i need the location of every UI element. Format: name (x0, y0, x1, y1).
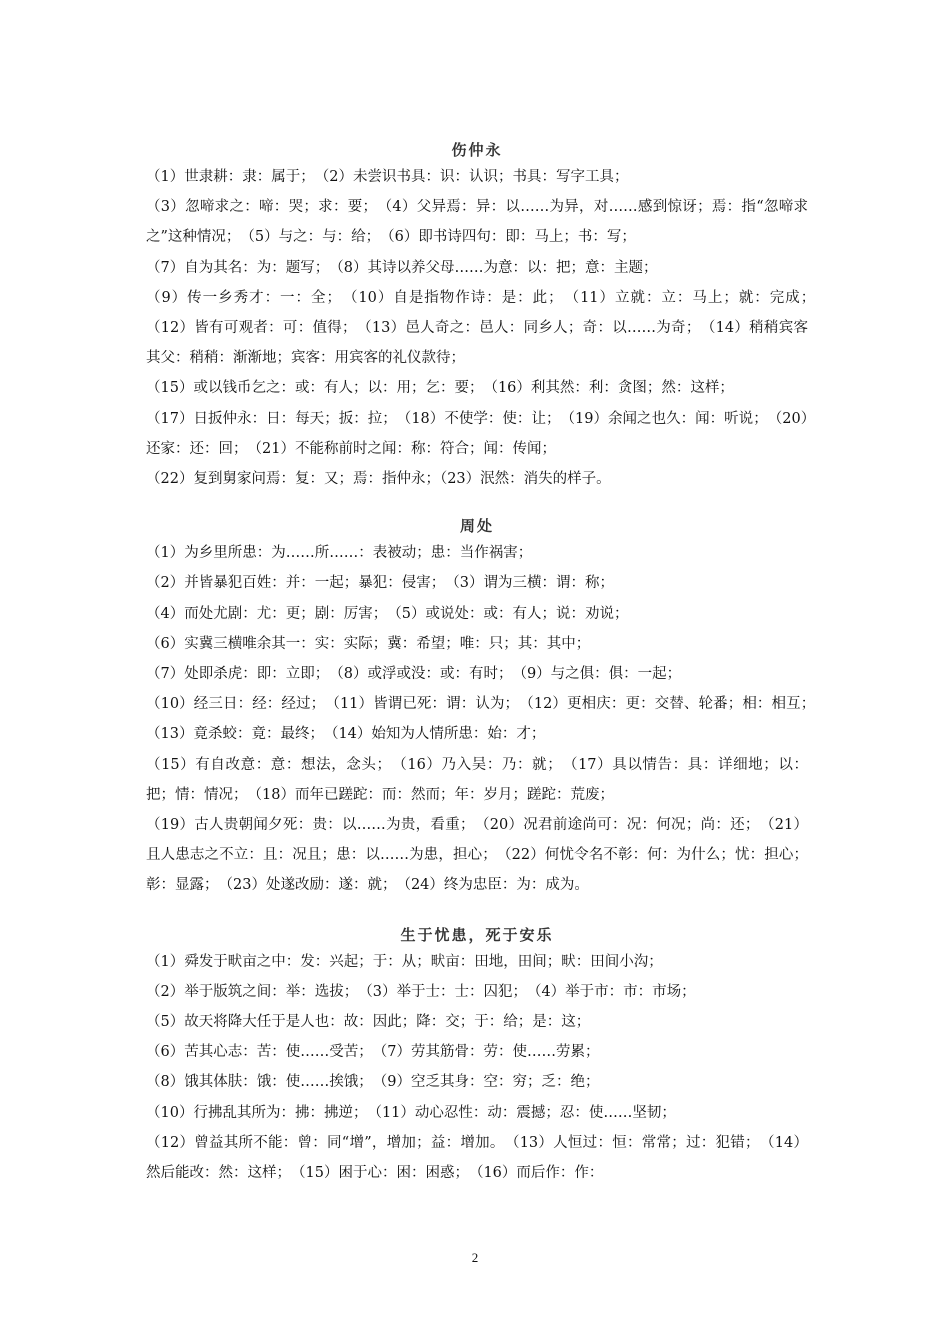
section-spacer (146, 494, 808, 514)
annotation-paragraph: （10）经三日：经：经过； （11）皆谓已死：谓：认为； （12）更相庆：更：交替、轮番；相：相互； （13）竟杀蛟：竟：最终； （14）始知为人情所患：始：才； (146, 696, 823, 743)
annotation-paragraph: （17）日扳仲永：日：每天；扳：拉； （18）不使学：使：让； （19）余闻之也久：闻：听说； （20）还家：还：回； （21）不能称前时之闻：称：符合；闻：传闻； (146, 410, 808, 457)
annotation-paragraph: （7）自为其名：为：题写； （8）其诗以养父母……为意：以：把；意：主题； (146, 259, 658, 276)
annotation-paragraph: （12）曾益其所不能：曾：同“增”，增加；益：增加。 （13）人恒过：恒：常常；过：犯错； （14）然后能改：然：这样； （15）困于心：困：困惑； （16）而后作：作： (146, 1134, 808, 1182)
annotation-paragraph: （22）复到舅家问焉：复：又；焉：指仲永；（23）泯然：消失的样子。 (146, 471, 611, 488)
section-body (146, 162, 823, 494)
annotation-paragraph: （3）忽啼求之：啼：哭；求：要； （4）父异焉：异：以……为异，对……感到惊讶；焉：指“忽啼求之”这种情况； （5）与之：与：给； （6）即书诗四句：即：马上；书：写； (146, 199, 808, 246)
annotation-paragraph: （15）有自改意：意：想法，念头； （16）乃入吴：乃：就； （17）具以情告：具：详细地；以：把；情：情况； （18）而年已蹉跎：而：然而；年：岁月；蹉跎：荒废； (146, 756, 808, 803)
annotation-paragraph: （1）舜发于畎亩之中：发：兴起；于：从；畎亩：田地，田间；畎：田间小沟； (146, 953, 663, 970)
page-number: 2 (471, 1250, 479, 1265)
annotation-paragraph: （6）苦其心志：苦：使……受苦； （7）劳其筋骨：劳：使……劳累； (146, 1044, 600, 1061)
section-spacer (146, 901, 808, 923)
annotation-paragraph: （9）传一乡秀才：一：全； （10）自是指物作诗：是：此； （11）立就：立：马上；就：完成； （12）皆有可观者：可：值得； （13）邑人奇之：邑人：同乡人；奇：以……为奇； （14）稍稍宾客其父：稍稍：渐渐地；宾客：用宾客的礼仪款待； (146, 289, 823, 367)
annotation-paragraph: （19）古人贵朝闻夕死：贵：以……为贵，看重； （20）况君前途尚可：况：何况；尚：还； （21）且人患志之不立：且：况且；患：以……为患，担心； （22）何忧令名不彰：何：为什么；忧：担心；彰：显露； （23）处遂改励：遂：就； （24）终为忠臣：为：成为。 (146, 817, 808, 894)
annotation-paragraph: （6）实冀三横唯余其一：实：实际；冀：希望；唯：只；其：其中； (146, 635, 591, 652)
annotation-paragraph: （4）而处尤剧：尤：更；剧：厉害； （5）或说处：或：有人；说：劝说； (146, 605, 629, 622)
section-title: 周处 (459, 517, 494, 536)
section-title: 伤仲永 (451, 141, 503, 159)
annotation-paragraph: （10）行拂乱其所为：拂：拂逆； （11）动心忍性：动：震撼；忍：使……坚韧； (146, 1104, 676, 1121)
annotation-paragraph: （8）饿其体肤：饿：使……挨饿； （9）空乏其身：空：穷；乏：绝； (146, 1074, 600, 1091)
annotation-paragraph: （2）并皆暴犯百姓：并：一起；暴犯：侵害； （3）谓为三横：谓：称； (146, 575, 614, 592)
section-body (146, 538, 823, 900)
annotation-paragraph: （2）举于版筑之间：举：选拔； （3）举于士：士：囚犯； （4）举于市：市：市场； (146, 983, 696, 1000)
annotation-paragraph: （1）世隶耕：隶：属于； （2）未尝识书具：识：认识；书具：写字工具； (146, 169, 629, 185)
document-page (146, 138, 823, 1188)
annotation-paragraph: （15）或以钱币乞之：或：有人；以：用；乞：要； （16）利其然：利：贪图；然：这样； (146, 380, 734, 397)
section-body (146, 947, 808, 1189)
annotation-paragraph: （5）故天将降大任于是人也：故：因此；降：交；于：给；是：这； (146, 1014, 591, 1031)
annotation-paragraph: （1）为乡里所患：为……所……：表被动；患：当作祸害； (146, 545, 533, 562)
section-title: 生于忧患，死于安乐 (400, 925, 554, 944)
annotation-paragraph: （7）处即杀虎：即：立即； （8）或浮或没：或：有时； （9）与之俱：俱：一起； (146, 666, 682, 683)
